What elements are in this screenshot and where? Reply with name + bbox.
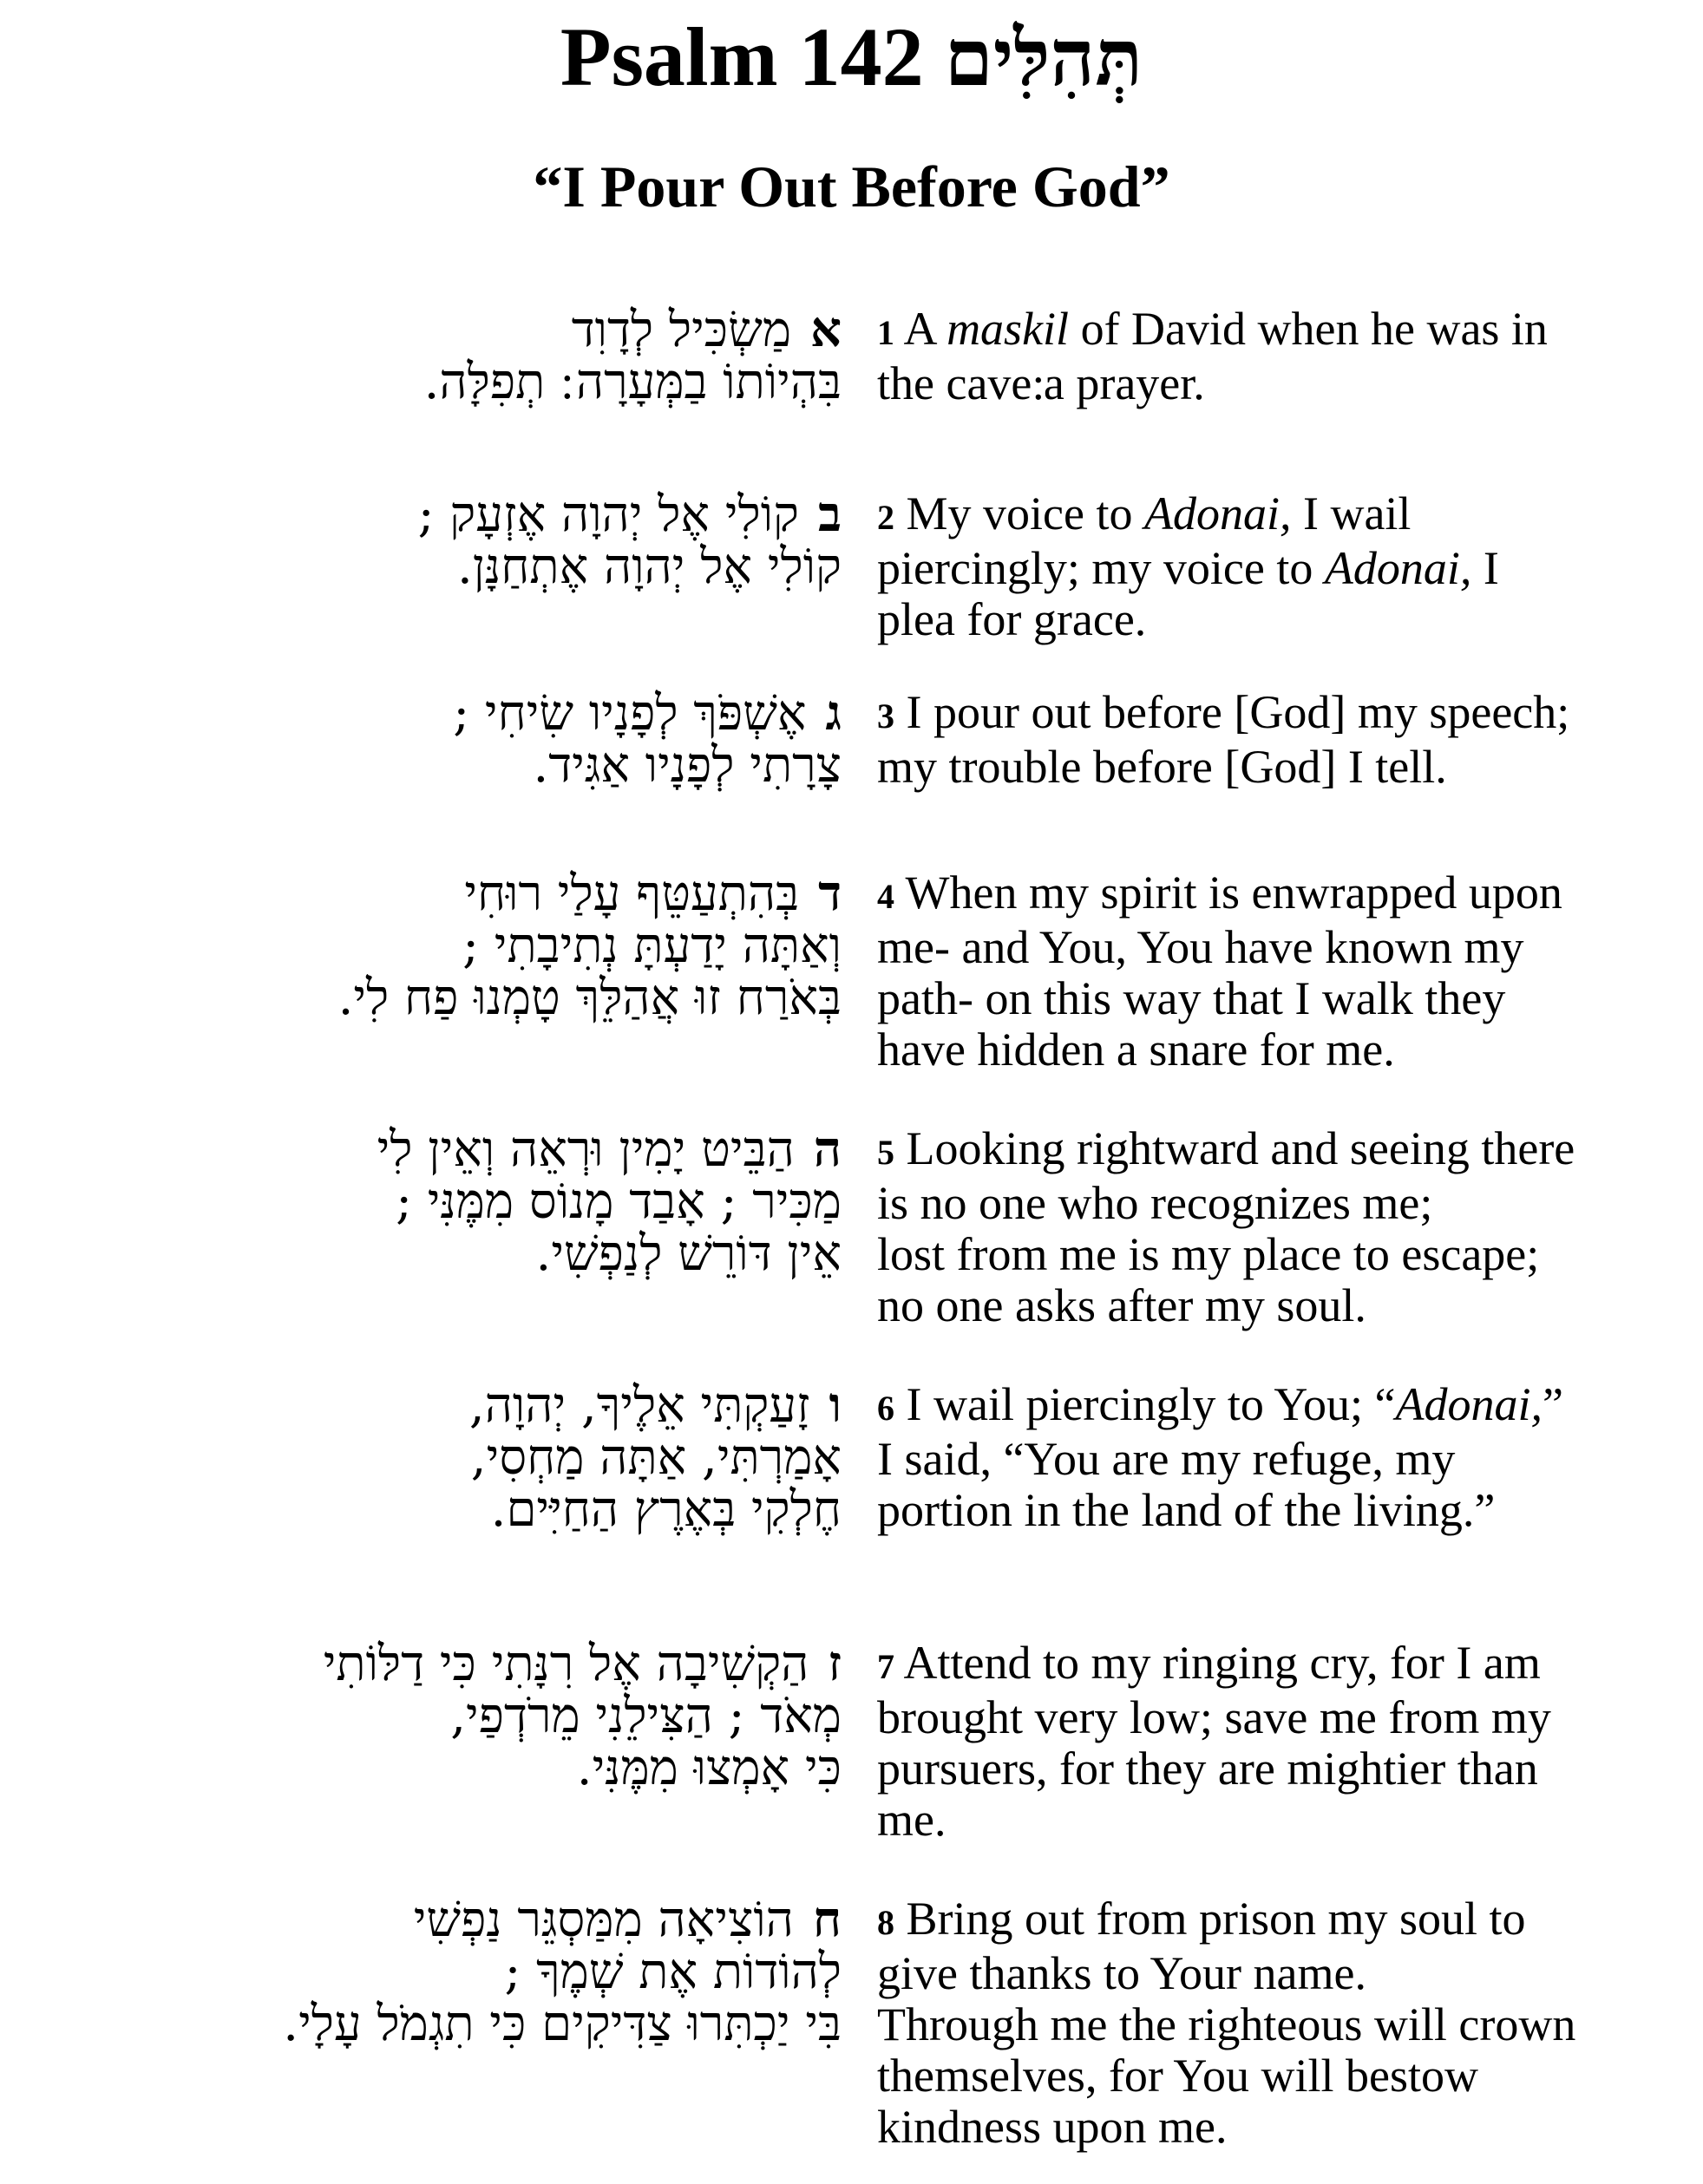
english-line (877, 1379, 1684, 1434)
hebrew-text: מַשְׂכִּיל לְדָוִד (571, 302, 792, 358)
english-line (877, 1692, 1684, 1743)
hebrew-line (17, 1946, 842, 1998)
hebrew-text: קוֹלִי אֶל יְהוָה אֶתְחַנָּן. (457, 539, 842, 595)
english-text: of David when he was in (1069, 303, 1548, 355)
english-line (877, 304, 1684, 358)
title-english: Psalm 142 (560, 10, 924, 103)
hebrew-line (17, 920, 842, 972)
english-text: I wail (1291, 487, 1412, 539)
verse-english (877, 867, 1684, 1076)
hebrew-text: אֶשְׁפֹּךְ לְפָנָיו שִׂיחִי ; (453, 685, 807, 742)
hebrew-line (17, 1893, 842, 1946)
verse-hebrew (17, 488, 842, 593)
verse-number: 6 (877, 1389, 894, 1428)
page-subtitle: “I Pour Out Before God” (533, 154, 1170, 219)
hebrew-line (17, 1376, 842, 1434)
hebrew-text: הַקְשִׁיבָה אֶל רִנָּתִי כִּי דַלּוֹתִי (323, 1636, 809, 1692)
hebrew-line (17, 972, 842, 1024)
hebrew-line (17, 356, 842, 409)
english-line (877, 1123, 1684, 1178)
hebrew-text: צָרָתִי לְפָנָיו אַגִּיד. (533, 737, 842, 794)
hebrew-line (17, 1429, 842, 1486)
english-line (877, 1795, 1684, 1846)
english-italic: Adonai, (1324, 542, 1472, 594)
english-italic: maskil (946, 303, 1070, 355)
english-text: path- on this way that I walk they (877, 972, 1506, 1024)
verse-number: 1 (877, 313, 894, 352)
hebrew-text: הוֹצִיאָה מִמַּסְגֵּר נַפְשִׁי (413, 1892, 794, 1948)
verse-hebrew (17, 684, 842, 794)
verse-number: 5 (877, 1133, 894, 1172)
english-line (877, 594, 1684, 645)
verse-english (877, 1123, 1684, 1331)
english-text: me. (877, 1794, 946, 1846)
verse-number: 3 (877, 696, 894, 736)
english-line (877, 1893, 1684, 1948)
english-line (877, 358, 1684, 409)
hebrew-text: בִּי יַכְתִּרוּ צַדִּיקִים כִּי תִגְמֹל עָלָי. (283, 1996, 842, 2052)
english-text: A (903, 303, 947, 355)
english-text: themselves, for You will bestow (877, 2050, 1478, 2102)
verse-english (877, 1379, 1684, 1536)
verse-number: 2 (877, 498, 894, 537)
verse-letter: ו (829, 1376, 842, 1434)
hebrew-text: זָעַקְתִּי אֵלֶיךָ, יְהוָה, (468, 1377, 810, 1434)
hebrew-line (17, 1228, 842, 1280)
hebrew-line (17, 867, 842, 920)
hebrew-line (17, 1998, 842, 2050)
english-line (877, 1638, 1684, 1692)
english-line (877, 1485, 1684, 1536)
hebrew-text: לְהוֹדוֹת אֶת שְׁמֶךָ ; (504, 1944, 842, 2000)
hebrew-line (17, 1690, 842, 1743)
verse-number: 8 (877, 1903, 894, 1942)
english-italic: Adonai, (1143, 487, 1292, 539)
hebrew-text: וְאַתָּה יָדַעְתָּ נְתִיבָתִי ; (462, 918, 842, 974)
hebrew-line (17, 541, 842, 593)
english-line (877, 1229, 1684, 1280)
hebrew-text: בִּהְיוֹתוֹ בַמְּעָרָה ׃ תְפִלָּה. (423, 354, 842, 410)
english-text: ” (1542, 1378, 1563, 1430)
english-text: My voice to (906, 487, 1144, 539)
english-text: portion in the land of the living.” (877, 1484, 1496, 1536)
hebrew-line (17, 1481, 842, 1538)
hebrew-line (17, 1635, 842, 1692)
verse-letter: א (810, 301, 842, 358)
english-text: Through me the righteous will crown (877, 1998, 1576, 2050)
hebrew-line (17, 488, 842, 541)
english-text: give thanks to Your name. (877, 1947, 1366, 1999)
verse-letter: ה (813, 1121, 842, 1178)
english-line (877, 1743, 1684, 1795)
english-text: is no one who recognizes me; (877, 1177, 1433, 1229)
english-line (877, 2102, 1684, 2153)
english-text: no one asks after my soul. (877, 1279, 1366, 1331)
english-text: I pour out before [God] my speech; (906, 686, 1570, 738)
hebrew-text: חֶלְקִי בְּאֶרֶץ הַחַיִּים. (490, 1481, 842, 1538)
english-text: kindness upon me. (877, 2101, 1228, 2153)
english-line (877, 867, 1684, 922)
english-line (877, 1024, 1684, 1076)
hebrew-line (17, 1176, 842, 1228)
english-text: piercingly; my voice to (877, 542, 1325, 594)
english-text: lost from me is my place to escape; (877, 1228, 1540, 1280)
verse-letter: ג (825, 684, 842, 742)
english-text: I wail piercingly to You; “ (906, 1378, 1396, 1430)
english-text: have hidden a snare for me. (877, 1023, 1395, 1076)
hebrew-line (17, 737, 842, 794)
hebrew-line (17, 1123, 842, 1176)
english-line (877, 2050, 1684, 2102)
verse-letter: ז (828, 1635, 842, 1692)
hebrew-text: בְּהִתְעַטֵּף עָלַי רוּחִי (464, 866, 800, 922)
hebrew-text: כִּי אָמְצוּ מִמֶּנִּי. (576, 1740, 842, 1796)
hebrew-text: אָמַרְתִּי, אַתָּה מַחְסִי, (470, 1429, 842, 1486)
english-text: my trouble before [God] I tell. (877, 741, 1447, 793)
hebrew-text: בְּאֹרַח זוּ אֲהַלֵּךְ טָמְנוּ פַח לִי. (337, 970, 842, 1026)
english-text: Bring out from prison my soul to (906, 1893, 1526, 1945)
verse-letter: ח (812, 1891, 842, 1948)
hebrew-text: הַבֵּיט יָמִין וּרְאֵה וְאֵין לִי (377, 1121, 795, 1178)
verse-english (877, 687, 1684, 793)
hebrew-line (17, 1740, 842, 1796)
verse-english (877, 304, 1684, 409)
english-text: brought very low; save me from my (877, 1691, 1551, 1743)
english-text: Attend to my ringing cry, for I am (903, 1637, 1541, 1689)
hebrew-text: אֵין דּוֹרֵשׁ לְנַפְשִׁי. (535, 1226, 842, 1282)
title-hebrew: תְּהִלִּים (944, 12, 1143, 104)
verse-hebrew (17, 301, 842, 410)
english-line (877, 1178, 1684, 1229)
english-text: pursuers, for they are mightier than (877, 1743, 1538, 1795)
english-line (877, 687, 1684, 742)
verse-hebrew (17, 1123, 842, 1280)
verse-letter: ד (818, 865, 842, 922)
english-line (877, 973, 1684, 1024)
verse-hebrew (17, 1376, 842, 1538)
verse-number: 7 (877, 1647, 894, 1686)
hebrew-text: מְאֹד ; הַצִּילֵנִי מֵרֹדְפַי, (450, 1688, 842, 1744)
english-italic: Adonai, (1395, 1378, 1543, 1430)
english-text: me- and You, You have known my (877, 921, 1524, 973)
verse-letter: ב (818, 486, 842, 543)
english-line (877, 543, 1684, 594)
verse-hebrew (17, 1893, 842, 2050)
verse-hebrew (17, 1635, 842, 1796)
verse-english (877, 1893, 1684, 2153)
verse-english (877, 488, 1684, 645)
english-text: I said, “You are my refuge, my (877, 1433, 1456, 1485)
english-text: the cave׃ a prayer. (877, 357, 1205, 409)
english-line (877, 1999, 1684, 2050)
english-text: When my spirit is enwrapped upon (905, 866, 1562, 919)
hebrew-line (17, 684, 842, 742)
hebrew-text: מַכִּיר ; אָבַד מָנוֹס מִמֶּנִּי ; (396, 1174, 842, 1230)
hebrew-line (17, 301, 842, 358)
verse-english (877, 1638, 1684, 1846)
english-line (877, 488, 1684, 543)
english-line (877, 922, 1684, 973)
english-text: Looking rightward and seeing there (906, 1122, 1575, 1174)
hebrew-text: קוֹלִי אֶל יְהוָה אֶזְעָק ; (417, 487, 799, 543)
english-text: I (1471, 542, 1499, 594)
english-text: plea for grace. (877, 593, 1147, 645)
english-line (877, 1280, 1684, 1331)
english-line (877, 1434, 1684, 1485)
page-title (0, 5, 1703, 110)
english-line (877, 742, 1684, 793)
verse-hebrew (17, 867, 842, 1024)
verse-number: 4 (877, 877, 894, 916)
english-line (877, 1948, 1684, 1999)
